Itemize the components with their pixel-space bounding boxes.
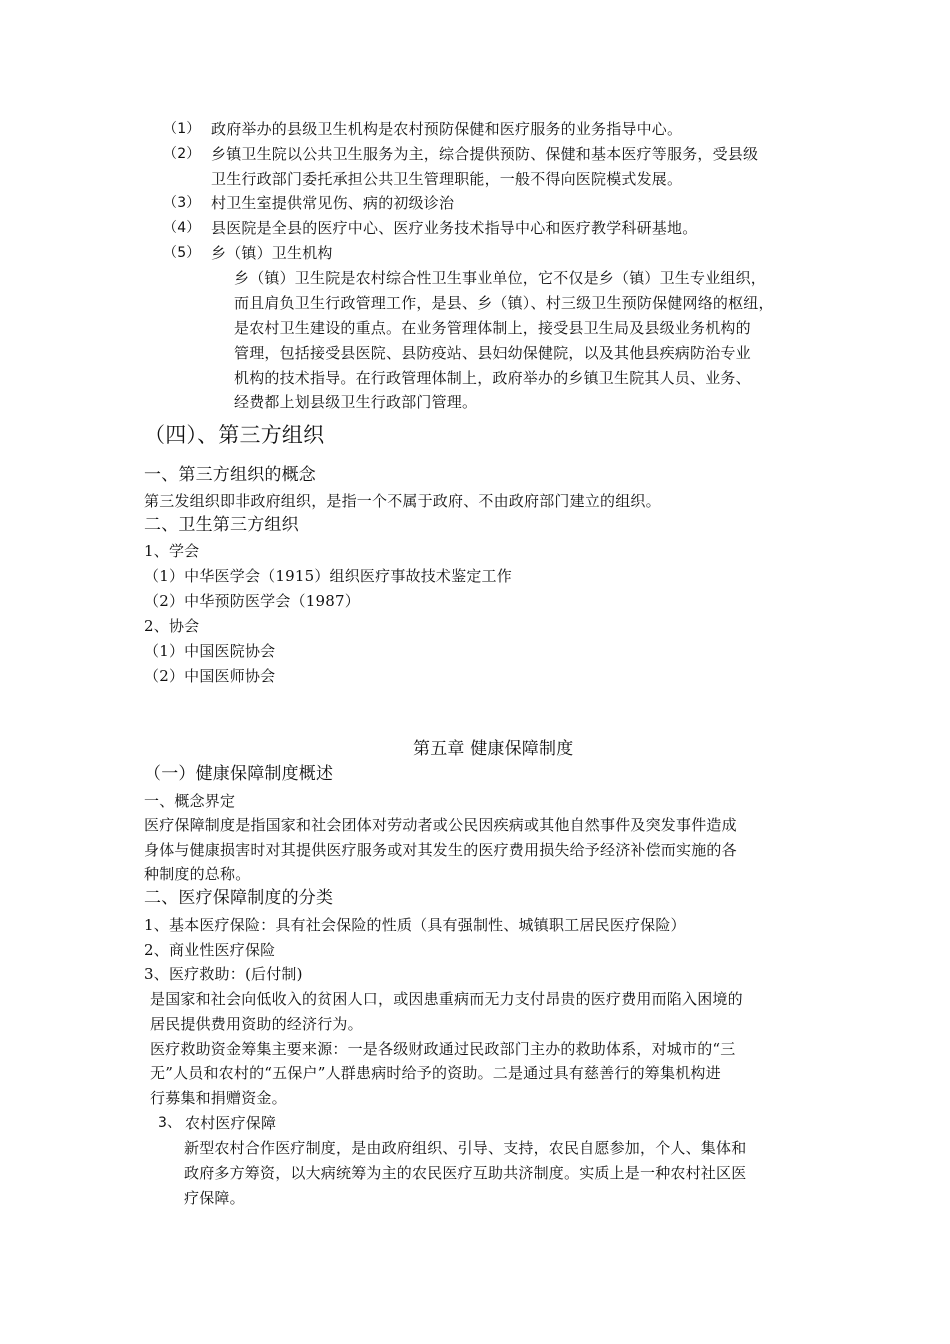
paragraph-line: 疗保障。	[184, 1189, 245, 1207]
section-heading: （一）健康保障制度概述	[144, 764, 334, 784]
paragraph-line: 乡（镇）卫生院是农村综合性卫生事业单位，它不仅是乡（镇）卫生专业组织，	[234, 269, 767, 287]
list-item: 1、学会	[144, 542, 200, 560]
paragraph-line: 而且肩负卫生行政管理工作，是县、乡（镇）、村三级卫生预防保健网络的枢纽，	[234, 294, 774, 312]
list-item-text: 村卫生室提供常见伤、病的初级诊治	[211, 194, 455, 212]
section-heading: （四）、第三方组织	[144, 423, 325, 447]
paragraph: 第三发组织即非政府组织，是指一个不属于政府、不由政府部门建立的组织。	[144, 492, 661, 510]
paragraph-line: 行募集和捐赠资金。	[150, 1089, 287, 1107]
paragraph-line: 医疗保障制度是指国家和社会团体对劳动者或公民因疾病或其他自然事件及突发事件造成	[144, 816, 737, 834]
list-item-text: 农村医疗保障	[185, 1114, 277, 1132]
list-item-number: （1）	[163, 121, 201, 137]
subsection-heading: 二、医疗保障制度的分类	[144, 888, 334, 908]
list-item: 3、医疗救助：(后付制)	[144, 965, 303, 983]
paragraph-line: 身体与健康损害时对其提供医疗服务或对其发生的医疗费用损失给予经济补偿而实施的各	[144, 841, 737, 859]
paragraph-line: 是国家和社会向低收入的贫困人口，或因患重病而无力支付昂贵的医疗费用而陷入困境的	[150, 990, 743, 1008]
subsection-heading: 二、卫生第三方组织	[144, 515, 299, 535]
subsection-heading: 一、第三方组织的概念	[144, 465, 316, 485]
list-item-text: 县医院是全县的医疗中心、医疗业务技术指导中心和医疗教学科研基地。	[211, 219, 698, 237]
list-item: （1）中国医院协会	[144, 642, 276, 660]
list-item: 2、商业性医疗保险	[144, 941, 276, 959]
paragraph-line: 政府多方筹资，以大病统筹为主的农民医疗互助共济制度。实质上是一种农村社区医	[184, 1164, 747, 1182]
paragraph-line: 机构的技术指导。在行政管理体制上，政府举办的乡镇卫生院其人员、业务、	[234, 369, 751, 387]
list-item: （1）中华医学会（1915）组织医疗事故技术鉴定工作	[144, 567, 512, 585]
paragraph-line: 是农村卫生建设的重点。在业务管理体制上，接受县卫生局及县级业务机构的	[234, 319, 751, 337]
list-item-number: （3）	[163, 195, 201, 211]
paragraph-line: 种制度的总称。	[144, 865, 251, 883]
subsection-heading: 一、概念界定	[144, 792, 236, 810]
paragraph-line: 医疗救助资金筹集主要来源：一是各级财政通过民政部门主办的救助体系，对城市的“三	[150, 1040, 736, 1058]
list-item-text: 乡镇卫生院以公共卫生服务为主，综合提供预防、保健和基本医疗等服务，受县级	[211, 145, 759, 163]
paragraph-line: 居民提供费用资助的经济行为。	[150, 1015, 363, 1033]
chapter-title: 第五章 健康保障制度	[413, 739, 574, 759]
paragraph-line: 新型农村合作医疗制度，是由政府组织、引导、支持，农民自愿参加，个人、集体和	[184, 1139, 747, 1157]
paragraph-line: 管理，包括接受县医院、县防疫站、县妇幼保健院，以及其他县疾病防治专业	[234, 344, 751, 362]
list-item-number: 3、	[158, 1115, 182, 1131]
paragraph-line: 经费都上划县级卫生行政部门管理。	[234, 393, 478, 411]
list-item-text: 政府举办的县级卫生机构是农村预防保健和医疗服务的业务指导中心。	[211, 120, 683, 138]
list-item-number: （5）	[163, 245, 201, 261]
list-item-number: （2）	[163, 146, 201, 162]
paragraph-line: 无”人员和农村的“五保户”人群患病时给予的资助。二是通过具有慈善行的筹集机构进	[150, 1064, 721, 1082]
list-item-text-continued: 卫生行政部门委托承担公共卫生管理职能，一般不得向医院模式发展。	[211, 170, 683, 188]
list-item: （2）中华预防医学会（1987）	[144, 592, 360, 610]
list-item: 1、基本医疗保险：具有社会保险的性质（具有强制性、城镇职工居民医疗保险）	[144, 916, 686, 934]
list-item: 2、协会	[144, 617, 200, 635]
list-item: （2）中国医师协会	[144, 667, 276, 685]
list-item-text: 乡（镇）卫生机构	[211, 244, 333, 262]
list-item-number: （4）	[163, 220, 201, 236]
